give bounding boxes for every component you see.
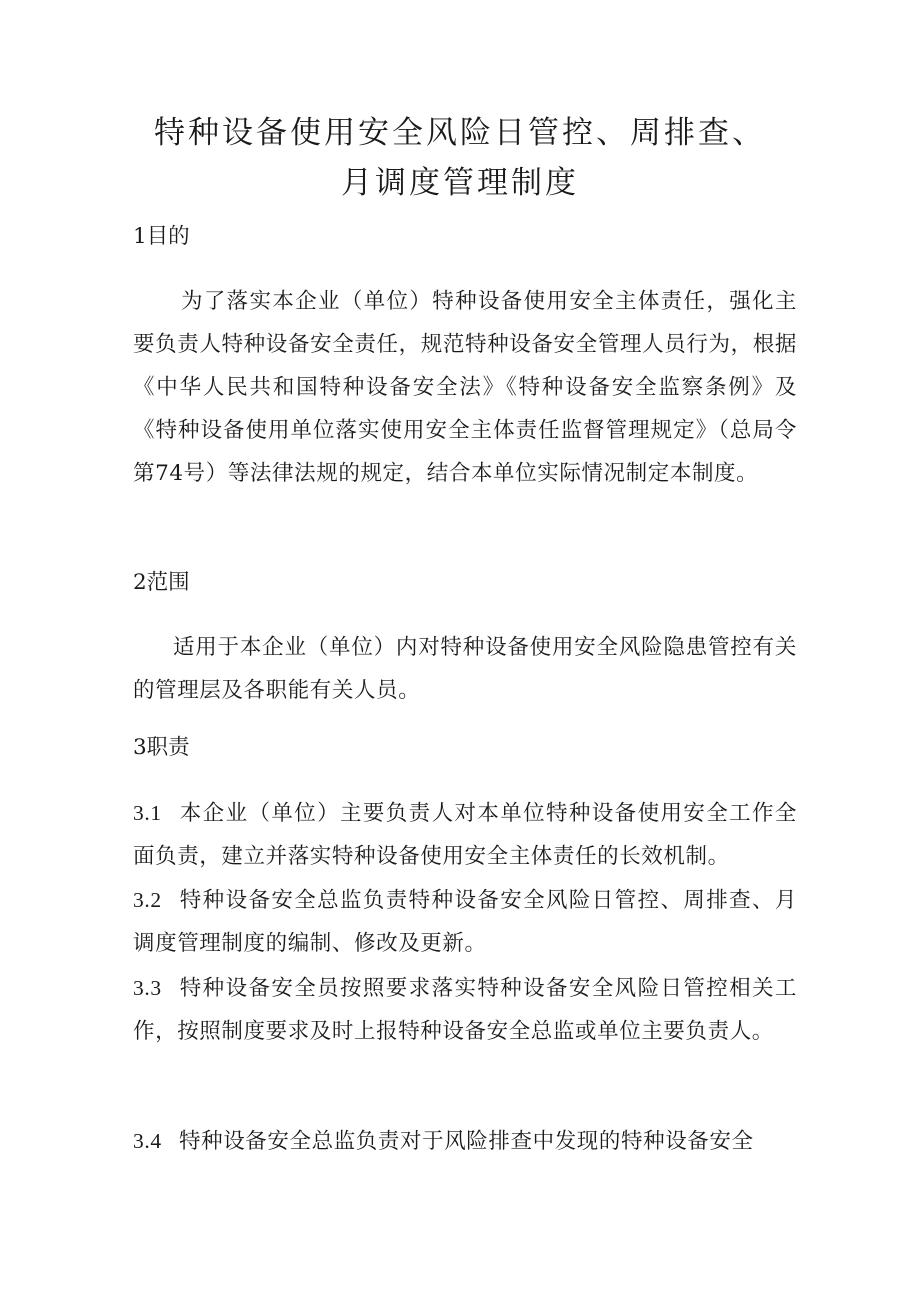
duty-item-number: 3.1 (133, 801, 162, 825)
duty-item-3-1 (133, 792, 797, 878)
duty-item-text: 特种设备安全员按照要求落实特种设备安全风险日管控相关工作，按照制度要求及时上报特种设备安全总监或单位主要负责人。 (133, 976, 797, 1044)
duty-item-3-4 (133, 1120, 797, 1163)
purpose-paragraph: 为了落实本企业（单位）特种设备使用安全主体责任，强化主要负责人特种设备安全责任，规范特种设备安全管理人员行为，根据《中华人民共和国特种设备安全法》《特种设备安全监察条例》及《特种设备使用单位落实使用安全主体责任监督管理规定》（总局令第74号）等法律法规的规定，结合本单位实际情况制定本制度。 (133, 289, 797, 486)
duty-item-number: 3.4 (133, 1129, 162, 1153)
document-title-line-1: 特种设备使用安全风险日管控、周排查、 (154, 115, 766, 151)
section-heading-scope: 2范围 (133, 570, 190, 595)
section-heading-duties: 3职责 (133, 735, 190, 760)
scope-paragraph: 适用于本企业（单位）内对特种设备使用安全风险隐患管控有关的管理层及各职能有关人员。 (133, 635, 797, 703)
duty-item-number: 3.3 (133, 976, 162, 1000)
duty-item-text: 本企业（单位）主要负责人对本单位特种设备使用安全工作全面负责，建立并落实特种设备使用安全主体责任的长效机制。 (133, 801, 797, 869)
duty-item-text: 特种设备安全总监负责对于风险排查中发现的特种设备安全 (179, 1129, 754, 1154)
section-heading-purpose: 1目的 (133, 224, 190, 249)
duty-item-3-2 (133, 879, 797, 965)
duty-item-text: 特种设备安全总监负责特种设备安全风险日管控、周排查、月调度管理制度的编制、修改及更新。 (133, 888, 797, 956)
document-title-line-2: 月调度管理制度 (341, 165, 579, 201)
duty-item-3-3 (133, 967, 797, 1053)
duty-item-number: 3.2 (133, 888, 162, 912)
